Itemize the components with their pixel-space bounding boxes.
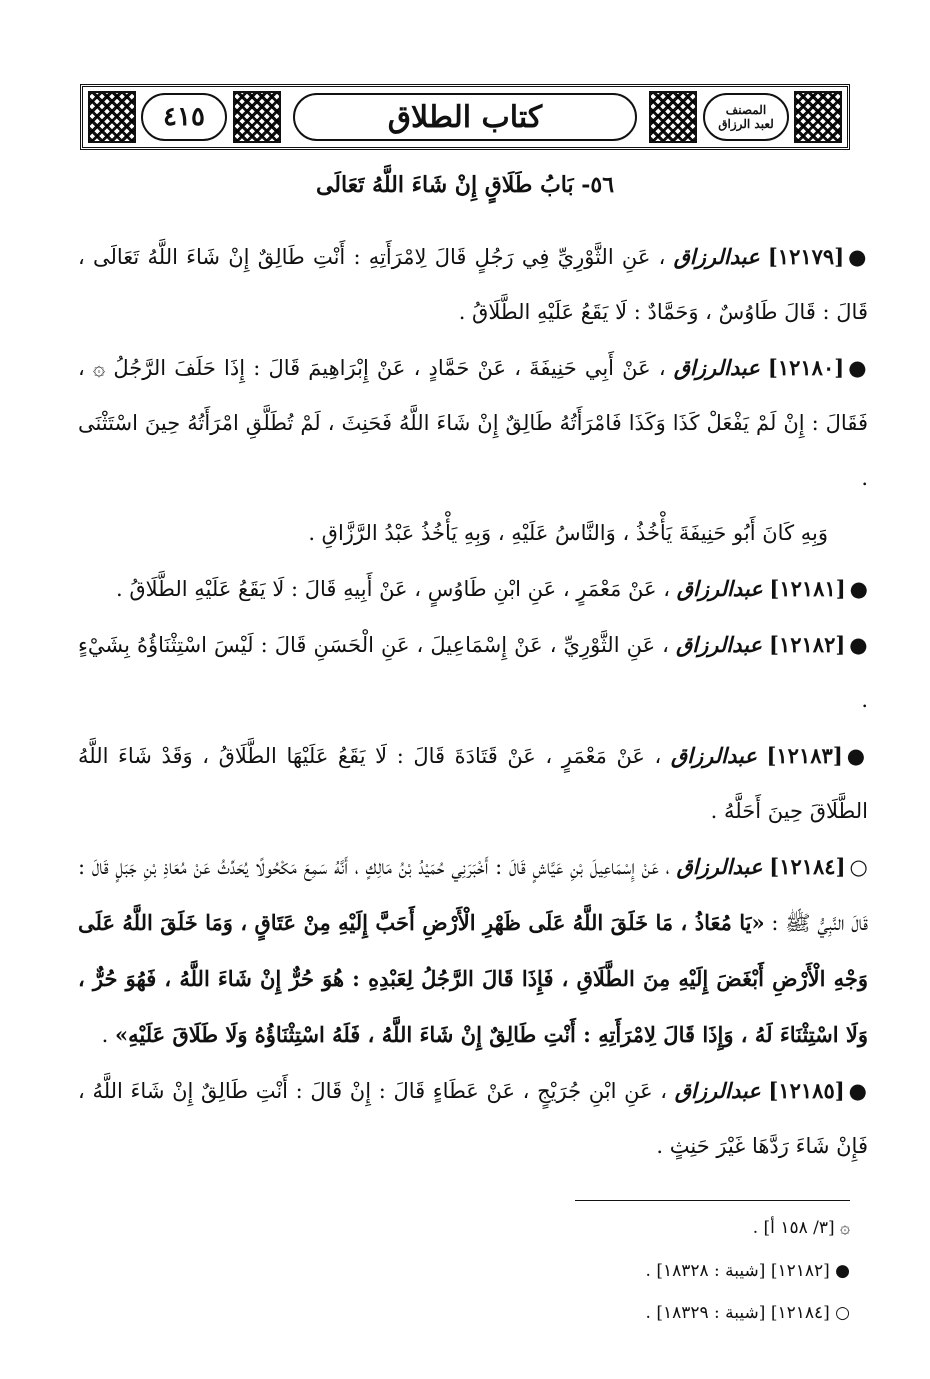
footnote-divider [575, 1200, 850, 1201]
entry-text: ، عَنْ أَبِي حَنِيفَةَ ، عَنْ حَمَّادٍ ، عَنْ إِبْرَاهِيمَ قَالَ : إِذَا حَلَفَ الرَّجُلُ ۞ ، فَقَالَ : إِنْ لَمْ يَفْعَلْ كَذَا وَكَذَا فَامْرَأَتُهُ طَالِقٌ إِنْ شَاءَ اللَّهُ فَحَنِثَ ، لَمْ تُطَلَّقِ امْرَأَتُهُ حِينَ اسْتَثْنَى . [78, 356, 868, 490]
page-number: ٤١٥ [141, 93, 227, 141]
logo-line-2: لعبد الرزاق [718, 117, 774, 131]
page-header [80, 84, 850, 150]
entry-12185 [78, 1063, 868, 1174]
entry-text: ، عَنْ مَعْمَرٍ ، عَنْ قَتَادَةَ قَالَ : لَا يَقَعُ عَلَيْهَا الطَّلَاقُ ، وَقَدْ شَاءَ اللَّهُ الطَّلَاقَ حِينَ أَحَلَّهُ . [78, 744, 868, 823]
editor-name: عبدالرزاق [674, 1078, 761, 1103]
editor-name: عبدالرزاق [670, 743, 757, 768]
entry-text: ، عَنِ ابْنِ جُرَيْجٍ ، عَنْ عَطَاءٍ قَالَ : إِنْ قَالَ : أَنْتِ طَالِقٌ إِنْ شَاءَ اللَّهُ ، فَإِنْ شَاءَ رَدَّهَا غَيْرَ حَنِثٍ . [78, 1079, 868, 1158]
ornament-left-inner [233, 91, 281, 143]
entry-number: [١٢١٨٠] [767, 355, 845, 380]
ornament-right-inner [649, 91, 697, 143]
editor-name: عبدالرزاق [675, 632, 762, 657]
entry-number: [١٢١٨٢] [769, 632, 846, 657]
entry-marker: ○ [849, 854, 868, 879]
entry-text: ، عَنِ الثَّوْرِيِّ ، عَنْ إِسْمَاعِيلَ ، عَنِ الْحَسَنِ قَالَ : لَيْسَ اسْتِثْنَاؤُهُ بِشَيْءٍ . [78, 633, 868, 712]
book-title: كتاب الطلاق [293, 93, 637, 141]
editor-name: عبدالرزاق [673, 355, 760, 380]
editor-name: عبدالرزاق [676, 576, 763, 601]
hadith-text: «يَا مُعَاذُ ، مَا خَلَقَ اللَّهُ عَلَى ظَهْرِ الْأَرْضِ أَحَبَّ إِلَيْهِ مِنْ عَتَاقٍ ، وَمَا خَلَقَ اللَّهُ عَلَى وَجْهِ الْأَرْضِ أَبْغَضَ إِلَيْهِ مِنَ الطَّلَاقِ ، فَإِذَا قَالَ الرَّجُلُ لِعَبْدِهِ : هُوَ حُرٌّ إِنْ شَاءَ اللَّهُ ، فَهُوَ حُرٌّ ، وَلَا اسْتِثْنَاءَ لَهُ ، وَإِذَا قَالَ لِامْرَأَتِهِ : أَنْتِ طَالِقٌ إِنْ شَاءَ اللَّهُ ، فَلَهُ اسْتِثْنَاؤُهُ وَلَا طَلَاقَ عَلَيْهِ» [78, 910, 868, 1047]
entry-marker: ● [846, 743, 868, 768]
entry-text: ، عَنْ مَعْمَرٍ ، عَنِ ابْنِ طَاوُسٍ ، عَنْ أَبِيهِ قَالَ : لَا يَقَعُ عَلَيْهِ الطَّلَاقُ . [115, 577, 671, 601]
editor-name: عبدالرزاق [676, 854, 763, 879]
entry-number: [١٢١٧٩] [767, 244, 845, 269]
entry-end: . [101, 1023, 115, 1047]
ornament-right-outer [794, 91, 842, 143]
footnote-2: ● [١٢١٨٢] [شيبة : ١٨٣٢٨] . [645, 1261, 850, 1281]
entry-number: [١٢١٨٤] [769, 854, 846, 879]
entry-12182 [78, 617, 868, 728]
entry-12180 [78, 340, 868, 506]
entry-marker: ● [848, 355, 868, 380]
entry-marker: ● [849, 576, 868, 601]
entry-12181 [78, 561, 868, 617]
entry-number: [١٢١٨٥] [768, 1078, 845, 1103]
note-line: وَبِهِ كَانَ أَبُو حَنِيفَةَ يَأْخُذُ ، وَالنَّاسُ عَلَيْهِ ، وَبِهِ يَأْخُذُ عَبْدُ الرَّزَّاقِ . [308, 521, 828, 545]
chapter-heading: ٥٦- بَابُ طَلَاقٍ إِنْ شَاءَ اللَّهُ تَعَالَى [315, 172, 615, 198]
editor-name: عبدالرزاق [673, 244, 760, 269]
logo-line-1: المصنف [725, 103, 767, 117]
main-text-block-1 [78, 229, 868, 1174]
entry-marker: ● [848, 244, 869, 269]
footnote-1: ۞ [٣/ ١٥٨ أ] . [752, 1218, 850, 1238]
book-logo [703, 93, 789, 141]
entry-number: [١٢١٨١] [769, 576, 846, 601]
ornament-left-outer [88, 91, 136, 143]
entry-number: [١٢١٨٣] [766, 743, 843, 768]
entry-text: ، عَنْ إِسْمَاعِيلَ بْنِ عَيَّاشٍ قَالَ : أَخْبَرَنِي حُمَيْدُ بْنُ مَالِكٍ ، أَنَّهُ سَمِعَ مَكْحُولًا يُحَدِّثُ عَنْ مُعَاذِ بْنِ جَبَلٍ قَالَ : قَالَ النَّبِيُّ ﷺ : [78, 855, 868, 935]
entry-12179 [78, 229, 868, 340]
entry-marker: ● [849, 632, 868, 657]
entry-12183 [78, 728, 868, 839]
entry-marker: ● [848, 1078, 868, 1103]
entry-12184 [78, 839, 868, 1063]
footnote-3: ○ [١٢١٨٤] [شيبة : ١٨٣٢٩] . [645, 1303, 850, 1323]
entry-text: ، عَنِ الثَّوْرِيِّ فِي رَجُلٍ قَالَ لِامْرَأَتِهِ : أَنْتِ طَالِقٌ إِنْ شَاءَ اللَّهُ تَعَالَى ، قَالَ : قَالَ طَاوُسٌ ، وَحَمَّادٌ : لَا يَقَعُ عَلَيْهِ الطَّلَاقُ . [78, 245, 868, 324]
